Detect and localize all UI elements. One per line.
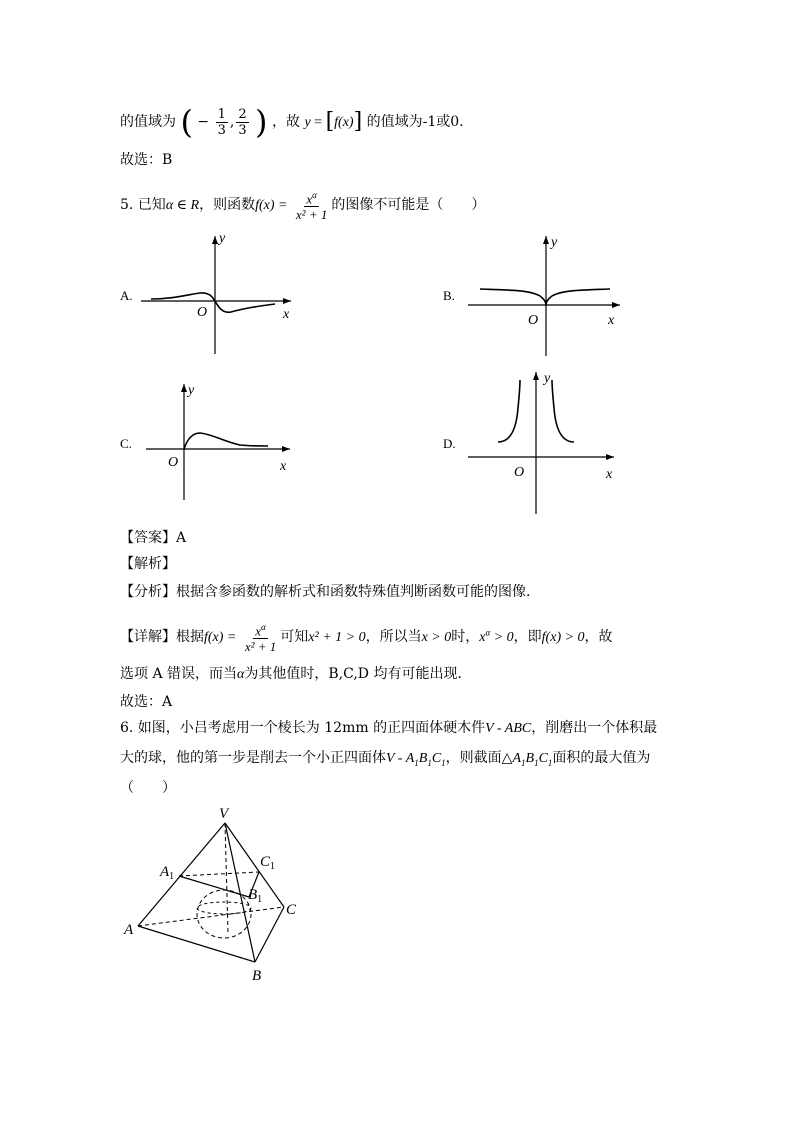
numerator: 1 [217,106,226,122]
denominator: 3 [238,122,247,138]
text: ，即 [513,629,542,646]
text: ，则函数 [199,197,256,214]
math-ineq: f(x) > 0 [541,630,585,646]
part: B [525,751,535,766]
text: 时， [451,629,480,646]
exponent: α [312,190,317,200]
base: x [479,630,486,646]
sub: 1 [547,757,553,768]
text: ，则截面 [445,750,502,766]
fenxi-line [120,582,530,602]
text: 根据 [176,629,204,646]
numerator [304,188,319,207]
text: 的值域为 [120,114,176,130]
option-d-label: D. [443,436,456,451]
base: x [255,623,262,639]
right-paren: ) [255,103,268,141]
math-fx: f(x) = [204,630,237,646]
q6-line-1 [120,718,657,739]
fraction [236,107,248,138]
origin-label: O [528,313,539,328]
numerator [253,620,268,639]
vertex-c1-label [260,854,275,872]
option-a-graph [135,228,305,358]
answer5-choice: 故选：A [120,694,173,710]
numerator: 2 [238,106,247,122]
option-c-graph [140,378,300,503]
math-alpha: α ∈ R [165,198,200,214]
subscript: 1 [257,894,263,905]
text: 选项 A 错误，而当 [120,666,238,682]
detail-line-2 [120,664,462,685]
text: 的值域为-1或0. [366,114,464,130]
q6-line-2 [120,748,650,773]
part: B [418,751,428,766]
axis-y-label: y [551,235,558,250]
equals: = [310,115,326,130]
sub: 1 [521,757,526,768]
sub: 1 [427,757,432,768]
denominator: x² + 1 [244,639,277,655]
option-b-graph [460,228,630,360]
detail-line-1 [120,620,613,654]
letter: A [160,864,170,880]
base: x [306,191,313,207]
axis-x-label: x [280,459,287,474]
vertex-c-label: C [286,902,297,918]
right-bracket: ] [353,109,363,134]
prev-range-line: 的值域为 ( − $\frac{1}{3}$ , $\frac{2}{3}$ ) ，故 y = [f(x)] 的值域为-1或0. [120,103,464,141]
vertex-v-label: V [219,806,229,822]
axis-x-label: x [283,307,290,322]
detail-tag: 【详解】 [120,629,176,646]
math-ineq: x² + 1 > 0 [308,630,366,646]
option-c-label: C. [120,436,132,451]
fenxi-text: 根据含参函数的解析式和函数特殊值判断函数可能的图像. [176,584,531,600]
letter: B [248,887,258,903]
vertex-b-label: B [252,968,262,984]
sub: 1 [534,757,539,768]
origin-label: O [197,305,208,320]
q5-stem [120,188,485,222]
part: △A [501,751,521,766]
fenxi-tag: 【分析】 [120,584,176,600]
left-bracket: [ [325,109,335,134]
subscript: 1 [169,871,175,882]
vertex-b1-label [248,887,262,905]
denominator: x² + 1 [295,207,328,223]
left-paren: ( [180,103,193,141]
vertex-a-label: A [124,922,134,938]
part: C [538,751,548,766]
part: C [431,751,442,766]
text: 为其他值时，B,C,D 均有可能出现. [244,666,462,682]
q6-line-3: （ ） [120,780,176,796]
math-fx: f(x) = [255,198,288,214]
analysis-title: 【解析】 [120,556,176,572]
subscript: 1 [270,861,276,872]
math-triangle [502,751,553,766]
text: 可知 [280,629,309,646]
option-b-label: B. [443,288,455,303]
option-a-label: A. [120,288,133,303]
sub: 1 [441,757,446,768]
text: ，所以当 [365,629,422,646]
prev-answer: 故选：B [120,152,173,168]
fraction [216,107,228,138]
math-tetra: V - ABC [485,721,532,736]
math-ineq: x > 0 [421,630,452,646]
fraction [294,188,329,222]
axis-y-label: y [544,371,551,386]
exponent: α [261,622,266,632]
text: 面积的最大值为 [552,750,651,766]
origin-label: O [514,465,525,480]
text: 6. 如图，小吕考虑用一个棱长为 12mm 的正四面体硬木件 [120,720,486,736]
origin-label: O [168,455,179,470]
text: ，削磨出一个体积最 [531,720,658,736]
tail: > 0 [490,630,514,646]
minus: − [197,114,210,130]
answer-text: 【答案】A [120,530,187,546]
exponent: α [485,627,491,638]
axis-y-label: y [188,383,195,398]
axis-y-label: y [219,231,226,246]
text: ，故 [271,114,300,130]
answer-line [120,528,186,548]
question-number: 5. [120,197,134,214]
sub: 1 [414,757,419,768]
tetrahedron-figure [118,800,328,990]
axis-x-label: x [606,467,613,482]
fraction [243,620,278,654]
text: 已知 [137,197,166,214]
math-ineq [479,627,514,646]
letter: C [260,854,271,870]
option-d-graph [462,368,622,516]
part: V - A [386,751,415,766]
text: ，故 [584,629,613,646]
math-small-tetra [386,751,446,766]
vertex-a1-label [159,864,174,882]
denominator: 3 [217,122,226,138]
math-y: y [304,115,311,130]
math-alpha: α [237,667,245,682]
axis-x-label: x [608,313,615,328]
text: 的图像不可能是（ ） [331,197,486,214]
math-fx: f(x) [334,115,354,130]
text: 大的球，他的第一步是削去一个小正四面体 [120,750,386,766]
